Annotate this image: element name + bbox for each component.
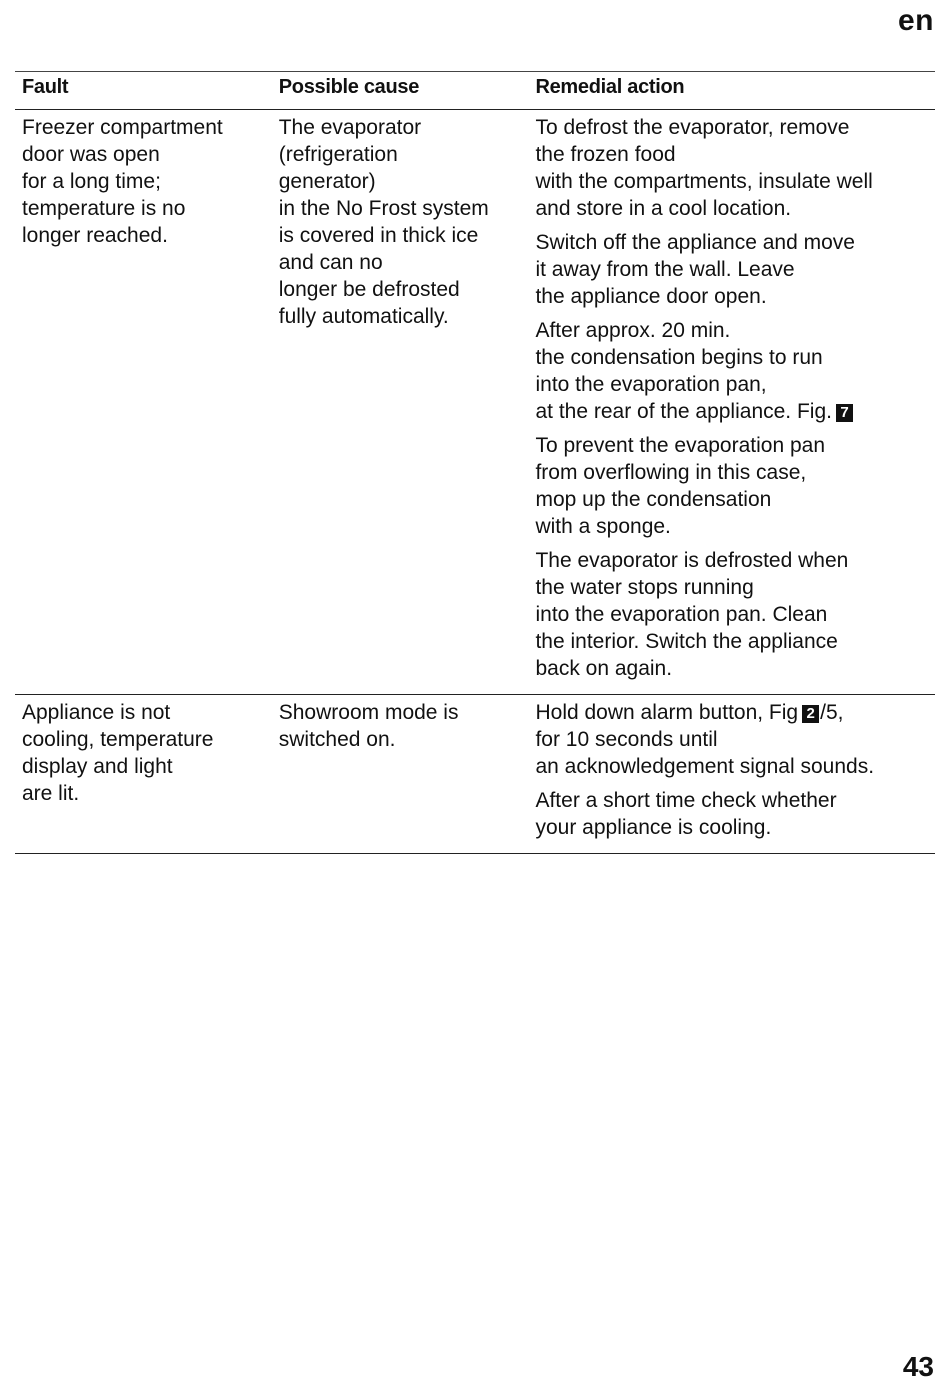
action-paragraph-text: After approx. 20 min. the condensation begins to run into the evaporation pan, at the rear of the appliance. Fig. — [535, 319, 832, 423]
action-paragraph: The evaporator is defrosted when the water stops running into the evaporation pan. Clean the interior. Switch the appliance back on again. — [535, 549, 849, 680]
language-code: en — [897, 4, 934, 37]
figure-reference-badge: 2 — [802, 705, 819, 723]
page-number: 43 — [902, 1351, 934, 1382]
fault-cell — [15, 695, 272, 854]
action-cell — [528, 695, 935, 854]
action-paragraph — [535, 699, 935, 780]
cause-cell — [272, 695, 529, 854]
action-paragraph: Switch off the appliance and move it away from the wall. Leave the appliance door open. — [535, 231, 855, 308]
column-header-cause: Possible cause — [272, 72, 529, 110]
cause-text: Showroom mode is switched on. — [278, 701, 459, 751]
action-paragraph — [535, 317, 935, 425]
action-paragraph: To defrost the evaporator, remove the frozen food with the compartments, insulate well and store in a cool location. — [535, 116, 873, 220]
cause-cell — [272, 110, 529, 695]
fault-cell — [15, 110, 272, 695]
table-header-row — [15, 72, 935, 110]
action-paragraph-text: /5, for 10 seconds until an acknowledgement signal sounds. — [535, 701, 875, 778]
action-paragraph: After a short time check whether your appliance is cooling. — [535, 789, 837, 839]
action-paragraph-text: Hold down alarm button, Fig — [535, 701, 799, 724]
column-header-action: Remedial action — [528, 72, 935, 110]
troubleshooting-table — [15, 71, 935, 854]
figure-reference-badge: 7 — [836, 404, 853, 422]
fault-text: Appliance is not cooling, temperature display and light are lit. — [22, 701, 214, 805]
fault-text: Freezer compartment door was open for a long time; temperature is no longer reached. — [22, 116, 223, 247]
table-row — [15, 695, 935, 854]
cause-text: The evaporator (refrigeration generator) in the No Frost system is covered in thick ice and can no longer be defrosted fully automatically. — [278, 116, 489, 328]
table-row — [15, 110, 935, 695]
column-header-fault: Fault — [15, 72, 272, 110]
action-cell — [528, 110, 935, 695]
action-paragraph: To prevent the evaporation pan from overflowing in this case, mop up the condensation with a sponge. — [535, 434, 826, 538]
